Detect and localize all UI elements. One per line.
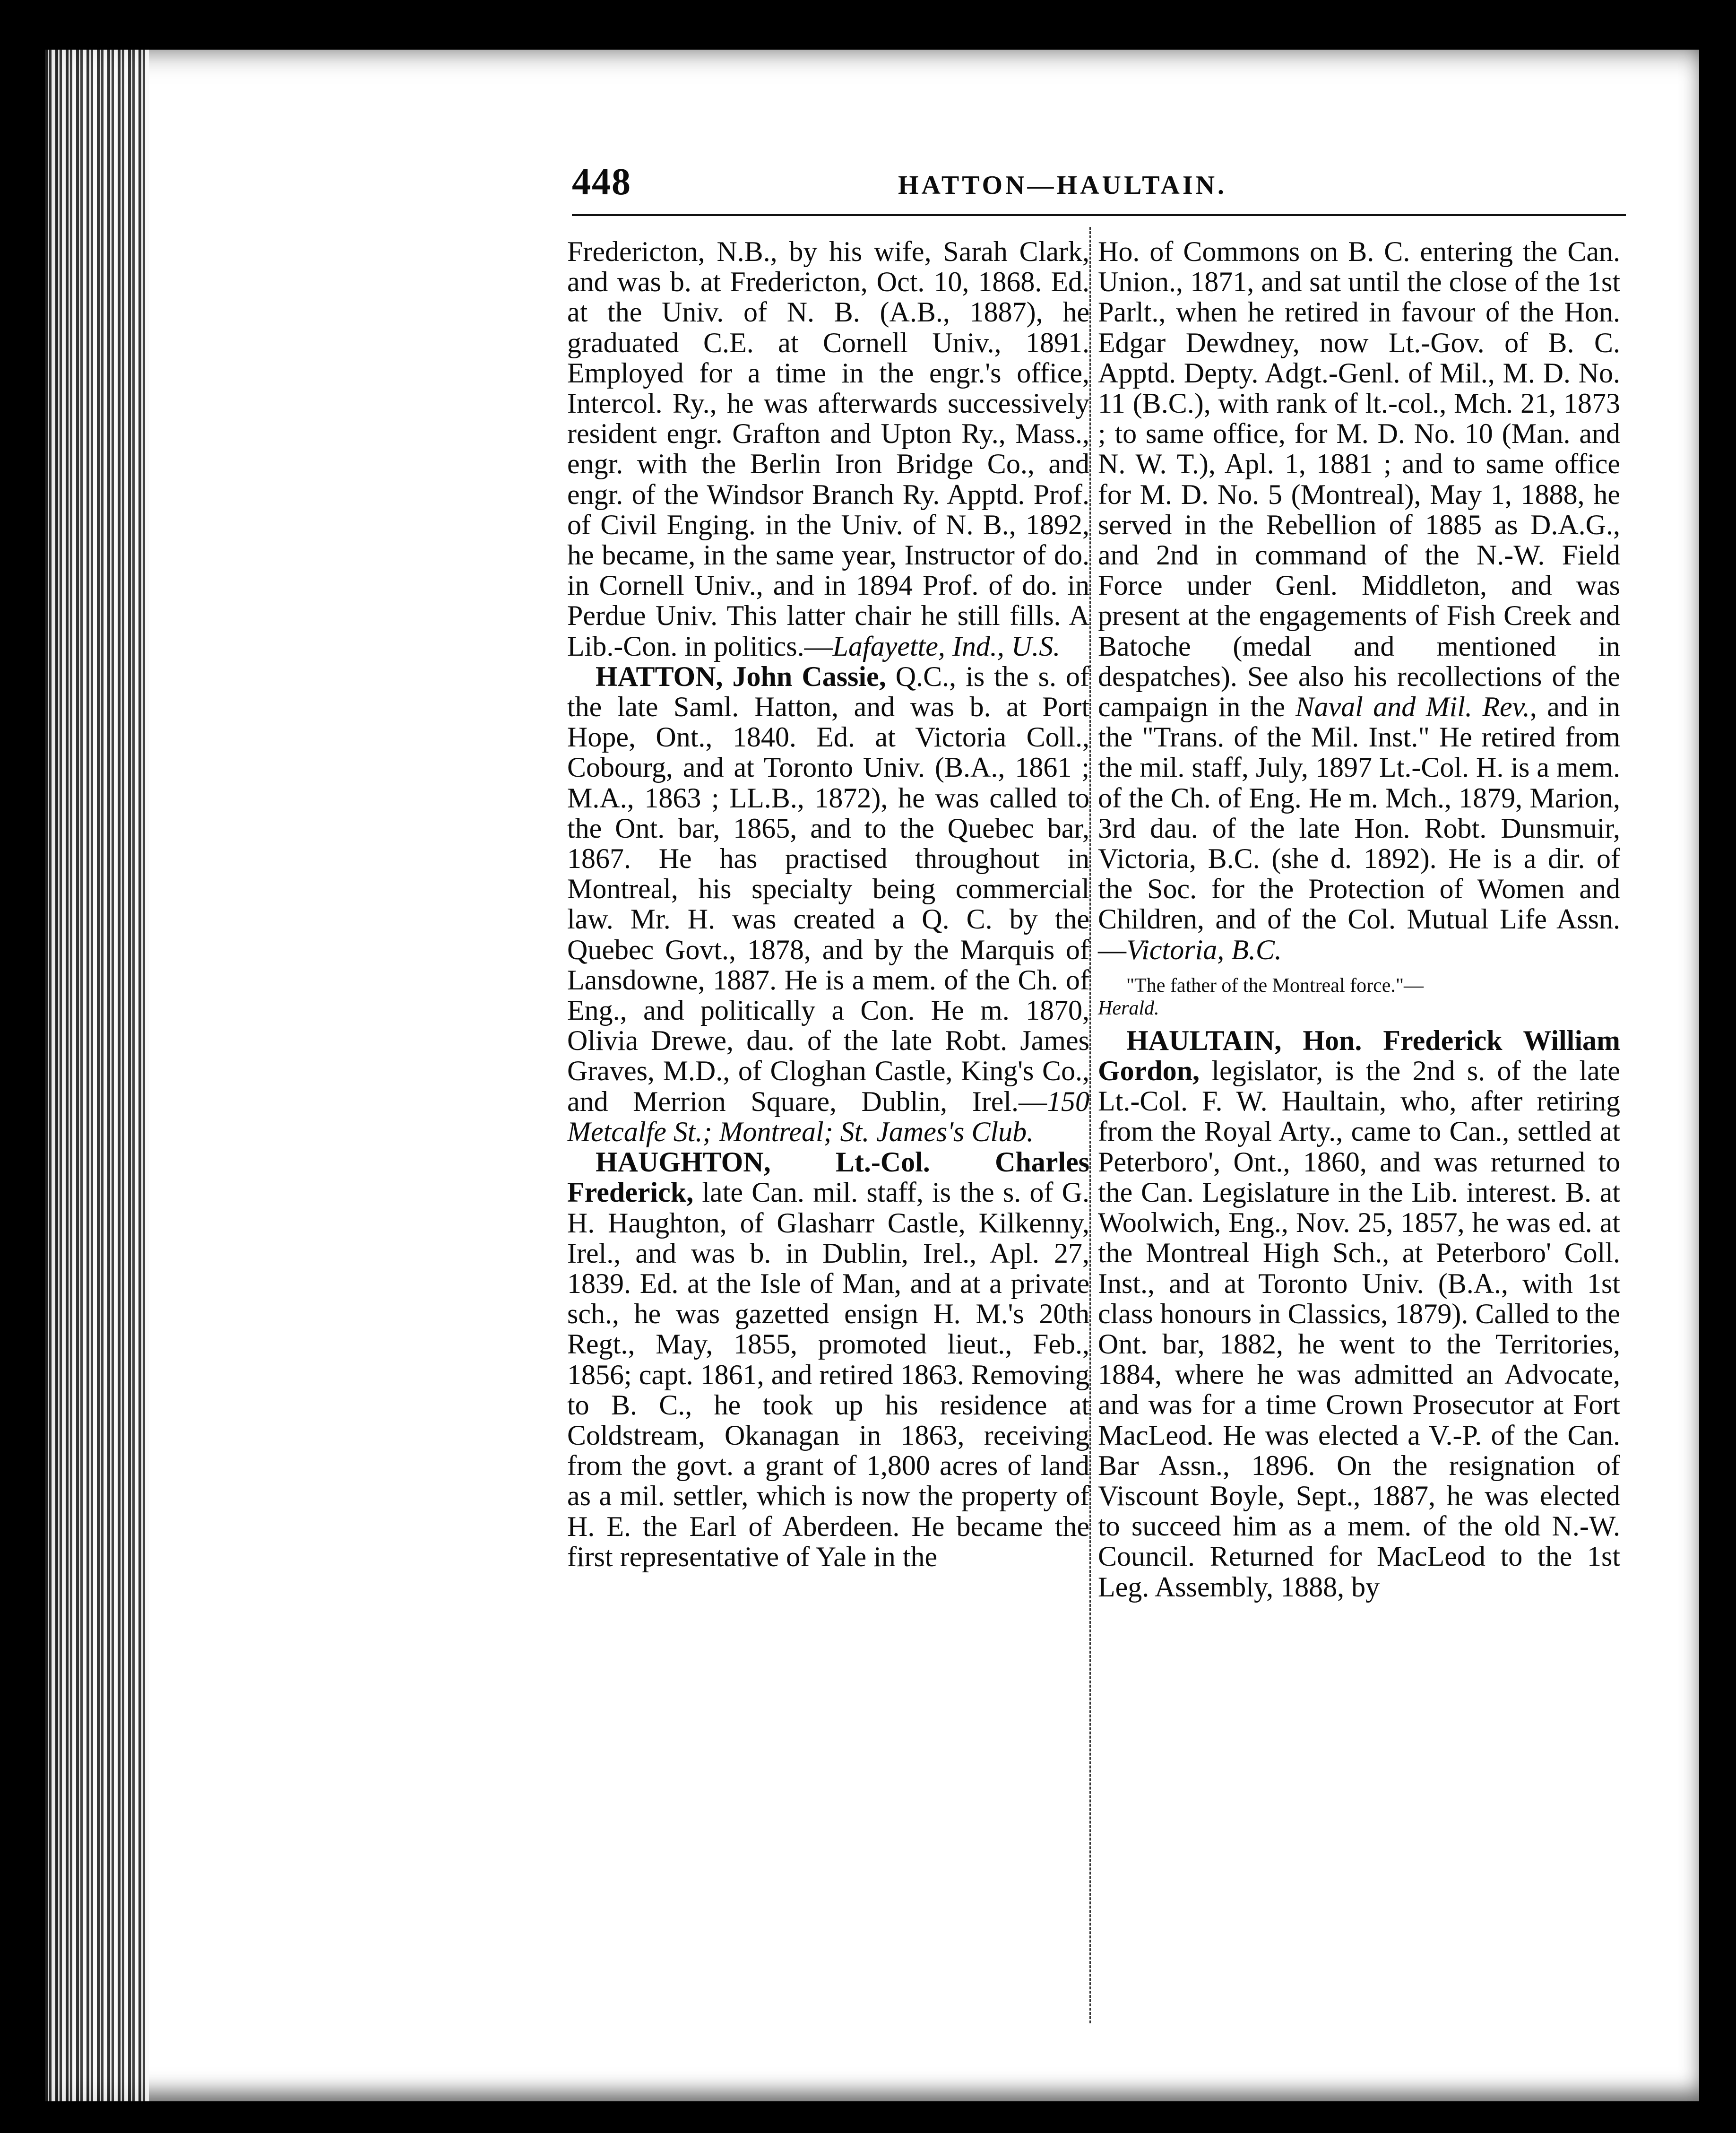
entry-continuation: [1098, 236, 1620, 965]
entry-text: , and in the "Trans. of the Mil. Inst." He retired from the mil. staff, July, 1897 Lt.-Col. H. is a mem. of the Ch. of Eng. He m. Mch., 1879, Marion, 3rd dau. of the late Hon. Robt. Dunsmuir, Victoria, B.C. (she d. 1892). He is a dir. of the Soc. for the Protection of Women and Children, and of the Col. Mutual Life Assn.—: [1098, 691, 1620, 965]
page-header: [572, 156, 1626, 208]
entry-text: Ho. of Commons on B. C. entering the Can. Union., 1871, and sat until the close of the 1st Parlt., when he retired in favour of the Hon. Edgar Dewdney, now Lt.-Gov. of B. C. Apptd. Depty. Adgt.-Genl. of Mil., M. D. No. 11 (B.C.), with rank of lt.-col., Mch. 21, 1873 ; to same office, for M. D. No. 10 (Man. and N. W. T.), Apl. 1, 1881 ; and to same office for M. D. No. 5 (Montreal), May 1, 1888, he served in the Rebellion of 1885 as D.A.G., and 2nd in command of the N.-W. Field Force under Genl. Middleton, and was present at the engagements of Fish Creek and Batoche (medal and mentioned in despatches). See also his recollections of the campaign in the: [1098, 236, 1620, 723]
entry-address: Lafayette, Ind., U.S.: [832, 630, 1061, 662]
book-spine-shadow: [45, 50, 149, 2101]
entry-address: Victoria, B.C.: [1126, 934, 1282, 965]
running-head: HATTON—HAULTAIN.: [898, 171, 1227, 200]
entry-continuation: [567, 236, 1089, 661]
document-page: [560, 156, 1633, 2000]
entry-text: Q.C., is the s. of the late Saml. Hatton, and was b. at Port Hope, Ont., 1840. Ed. at Victoria Coll., Cobourg, and at Toronto Univ. (B.A., 1861 ; M.A., 1863 ; LL.B., 1872), he was called to the Ont. bar, 1865, and to the Quebec bar, 1867. He has practised throughout in Montreal, his specialty being commercial law. Mr. H. was created a Q. C. by the Quebec Govt., 1878, and by the Marquis of Lansdowne, 1887. He is a mem. of the Ch. of Eng., and politically a Con. He m. 1870, Olivia Drewe, dau. of the late Robt. James Graves, M.D., of Cloghan Castle, King's Co., and Merrion Square, Dublin, Irel.—: [567, 660, 1090, 1117]
right-column: [1098, 236, 1620, 2019]
quote-text: "The father of the Montreal force."—: [1126, 974, 1424, 997]
entry-text: Fredericton, N.B., by his wife, Sarah Clark, and was b. at Fredericton, Oct. 10, 1868. Ed. at the Univ. of N. B. (A.B., 1887), he graduated C.E. at Cornell Univ., 1891. Employed for a time in the engr.'s office, Intercol. Ry., he was afterwards successively resident engr. Grafton and Upton Ry., Mass., engr. with the Berlin Iron Bridge Co., and engr. of the Windsor Branch Ry. Apptd. Prof. of Civil Enging. in the Univ. of N. B., 1892, he became, in the same year, Instructor of do. in Cornell Univ., and in 1894 Prof. of do. in Perdue Univ. This latter chair he still fills. A Lib.-Con. in politics.—: [567, 236, 1089, 662]
entry-name: HAUGHTON, Lt.-Col. Charles Frederick,: [567, 1146, 1089, 1208]
entry-haultain: [1098, 1025, 1620, 1602]
column-divider: [1089, 227, 1091, 2023]
quote-source: Herald.: [1098, 997, 1159, 1019]
quotation: [1098, 974, 1620, 1020]
entry-name: HAULTAIN, Hon. Frederick William Gordon,: [1098, 1024, 1620, 1087]
header-rule: [572, 214, 1626, 216]
entry-hatton: [567, 661, 1089, 1147]
page-number: 448: [572, 161, 631, 203]
entry-text: late Can. mil. staff, is the s. of G. H. Haughton, of Glasharr Castle, Kilkenny, Irel., and was b. in Dublin, Irel., Apl. 27, 1839. Ed. at the Isle of Man, and at a private sch., he was gazetted ensign H. M.'s 20th Regt., May, 1855, promoted lieut., Feb., 1856; capt. 1861, and retired 1863. Removing to B. C., he took up his residence at Coldstream, Okanagan in 1863, receiving from the govt. a grant of 1,800 acres of land as a mil. settler, which is now the property of H. E. the Earl of Aberdeen. He became the first representative of Yale in the: [567, 1177, 1089, 1572]
entry-italic-title: Naval and Mil. Rev.: [1295, 691, 1530, 723]
entry-address: 150 Metcalfe St.; Montreal; St. James's Club.: [567, 1085, 1089, 1147]
entry-name: HATTON, John Cassie,: [596, 660, 886, 692]
entry-text: legislator, is the 2nd s. of the late Lt.-Col. F. W. Haultain, who, after retiring from the Royal Arty., came to Can., settled at Peterboro', Ont., 1860, and was returned to the Can. Legislature in the Lib. interest. B. at Woolwich, Eng., Nov. 25, 1857, he was ed. at the Montreal High Sch., at Peterboro' Coll. Inst., and at Toronto Univ. (B.A., with 1st class honours in Classics, 1879). Called to the Ont. bar, 1882, he went to the Territories, 1884, where he was admitted an Advocate, and was for a time Crown Prosecutor at Fort MacLeod. He was elected a V.-P. of the Can. Bar Assn., 1896. On the resignation of Viscount Boyle, Sept., 1887, he was elected to succeed him as a mem. of the old N.-W. Council. Returned for MacLeod to the 1st Leg. Assembly, 1888, by: [1098, 1055, 1620, 1603]
left-column: [567, 236, 1089, 2019]
entry-haughton: [567, 1147, 1089, 1572]
